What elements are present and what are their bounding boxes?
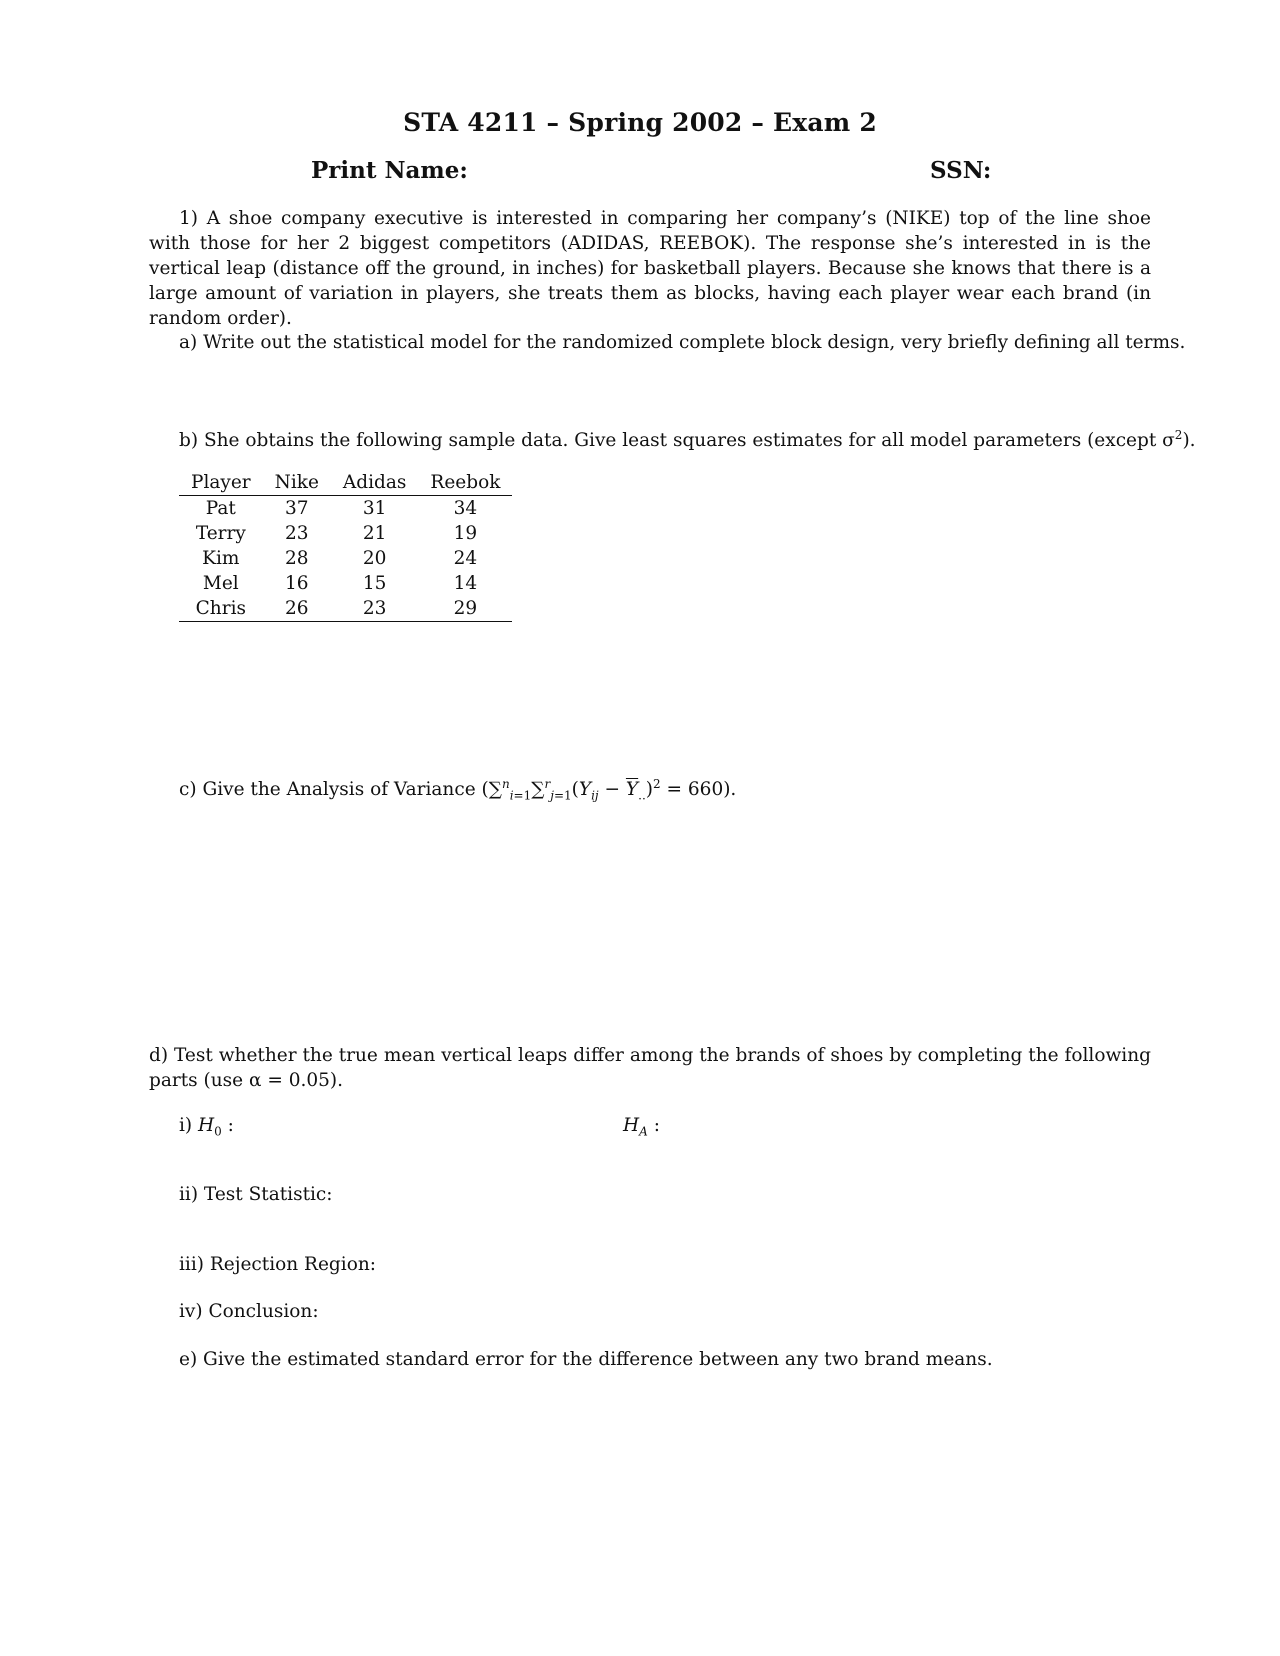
table-row [179,596,512,622]
table-cell: 24 [453,548,478,569]
question-c-text: c) Give the Analysis of Variance ( [179,779,489,800]
table-header: Reebok [418,470,512,496]
ha-subscript: A [639,1124,648,1139]
table-cell: 34 [453,498,478,519]
h0-symbol: H [198,1115,215,1136]
table-cell: 26 [263,596,331,622]
sum-of-squares-value: 660 [687,779,724,800]
table-cell: Terry [195,523,246,544]
rejection-region-label: iii) Rejection Region: [179,1254,376,1275]
print-name-label: Print Name: [311,157,468,184]
table-cell: 14 [453,573,478,594]
table-header: Adidas [331,470,419,496]
table-cell: 29 [418,596,512,622]
null-hypothesis [179,1113,234,1138]
ssn-label: SSN: [930,157,992,184]
table-cell: 21 [362,523,387,544]
sigma-exponent: 2 [1174,427,1183,442]
table-cell: 15 [362,573,387,594]
part-i-label: i) [179,1115,199,1136]
ha-symbol: H [623,1115,640,1136]
question-d: d) Test whether the true mean vertical leaps differ among the brands of shoes by completing the following parts (use α = 0.05). [149,1045,1151,1091]
data-table [179,470,512,622]
table-header-row [179,470,512,496]
ha-colon: : [647,1115,660,1136]
table-cell: 37 [285,498,309,519]
test-statistic-label: ii) Test Statistic: [179,1184,333,1205]
table-row [179,571,512,596]
question-a: a) Write out the statistical model for the randomized complete block design, very briefly defining all terms. [179,332,1186,353]
table-row [179,496,512,522]
table-cell: 20 [362,548,387,569]
sum-of-squares-formula: $\sum^n_{i=1}\sum^r_{j=1}(Y_{ij} - \overline{Y}_{..})^2$ = [488,776,688,803]
question-c: c) Give the Analysis of Variance $(\sum^n_{i=1}\sum^r_{j=1}(Y_{ij} - \overline{Y}_{..})^2 = 660)$. [179,776,737,803]
table-cell: 28 [285,548,309,569]
question-e: e) Give the estimated standard error for the difference between any two brand means. [179,1349,993,1370]
table-row [179,521,512,546]
table-cell: Chris [179,596,263,622]
h0-colon: : [221,1115,234,1136]
table-cell: Kim [202,548,240,569]
alternative-hypothesis [623,1113,660,1138]
table-cell: Mel [202,573,239,594]
table-cell: 23 [285,523,309,544]
table-cell: 16 [285,573,309,594]
table-row [179,546,512,571]
table-cell: 19 [453,523,478,544]
exam-title: STA 4211 – Spring 2002 – Exam 2 [403,108,877,137]
table-cell: Pat [205,498,236,519]
question-b-text: b) She obtains the following sample data. Give least squares estimates for all model parameters (except σ [179,430,1175,451]
table-header: Nike [263,470,331,496]
table-cell: 31 [362,498,387,519]
problem-intro: 1) A shoe company executive is interested in comparing her company’s (NIKE) top of the line shoe with those for her 2 biggest competitors (ADIDAS, REEBOK). The response she’s interested in is the vertical leap (distance off the ground, in inches) for basketball players. Because she knows that there is a large amount of variation in players, she treats them as blocks, having each player wear each brand (in random order). [149,208,1151,329]
question-b-end: ). [1182,430,1196,451]
question-b [179,428,1196,453]
h0-subscript: 0 [214,1124,222,1139]
table-cell: 23 [331,596,419,622]
table-header: Player [179,470,263,496]
conclusion-label: iv) Conclusion: [179,1301,319,1322]
